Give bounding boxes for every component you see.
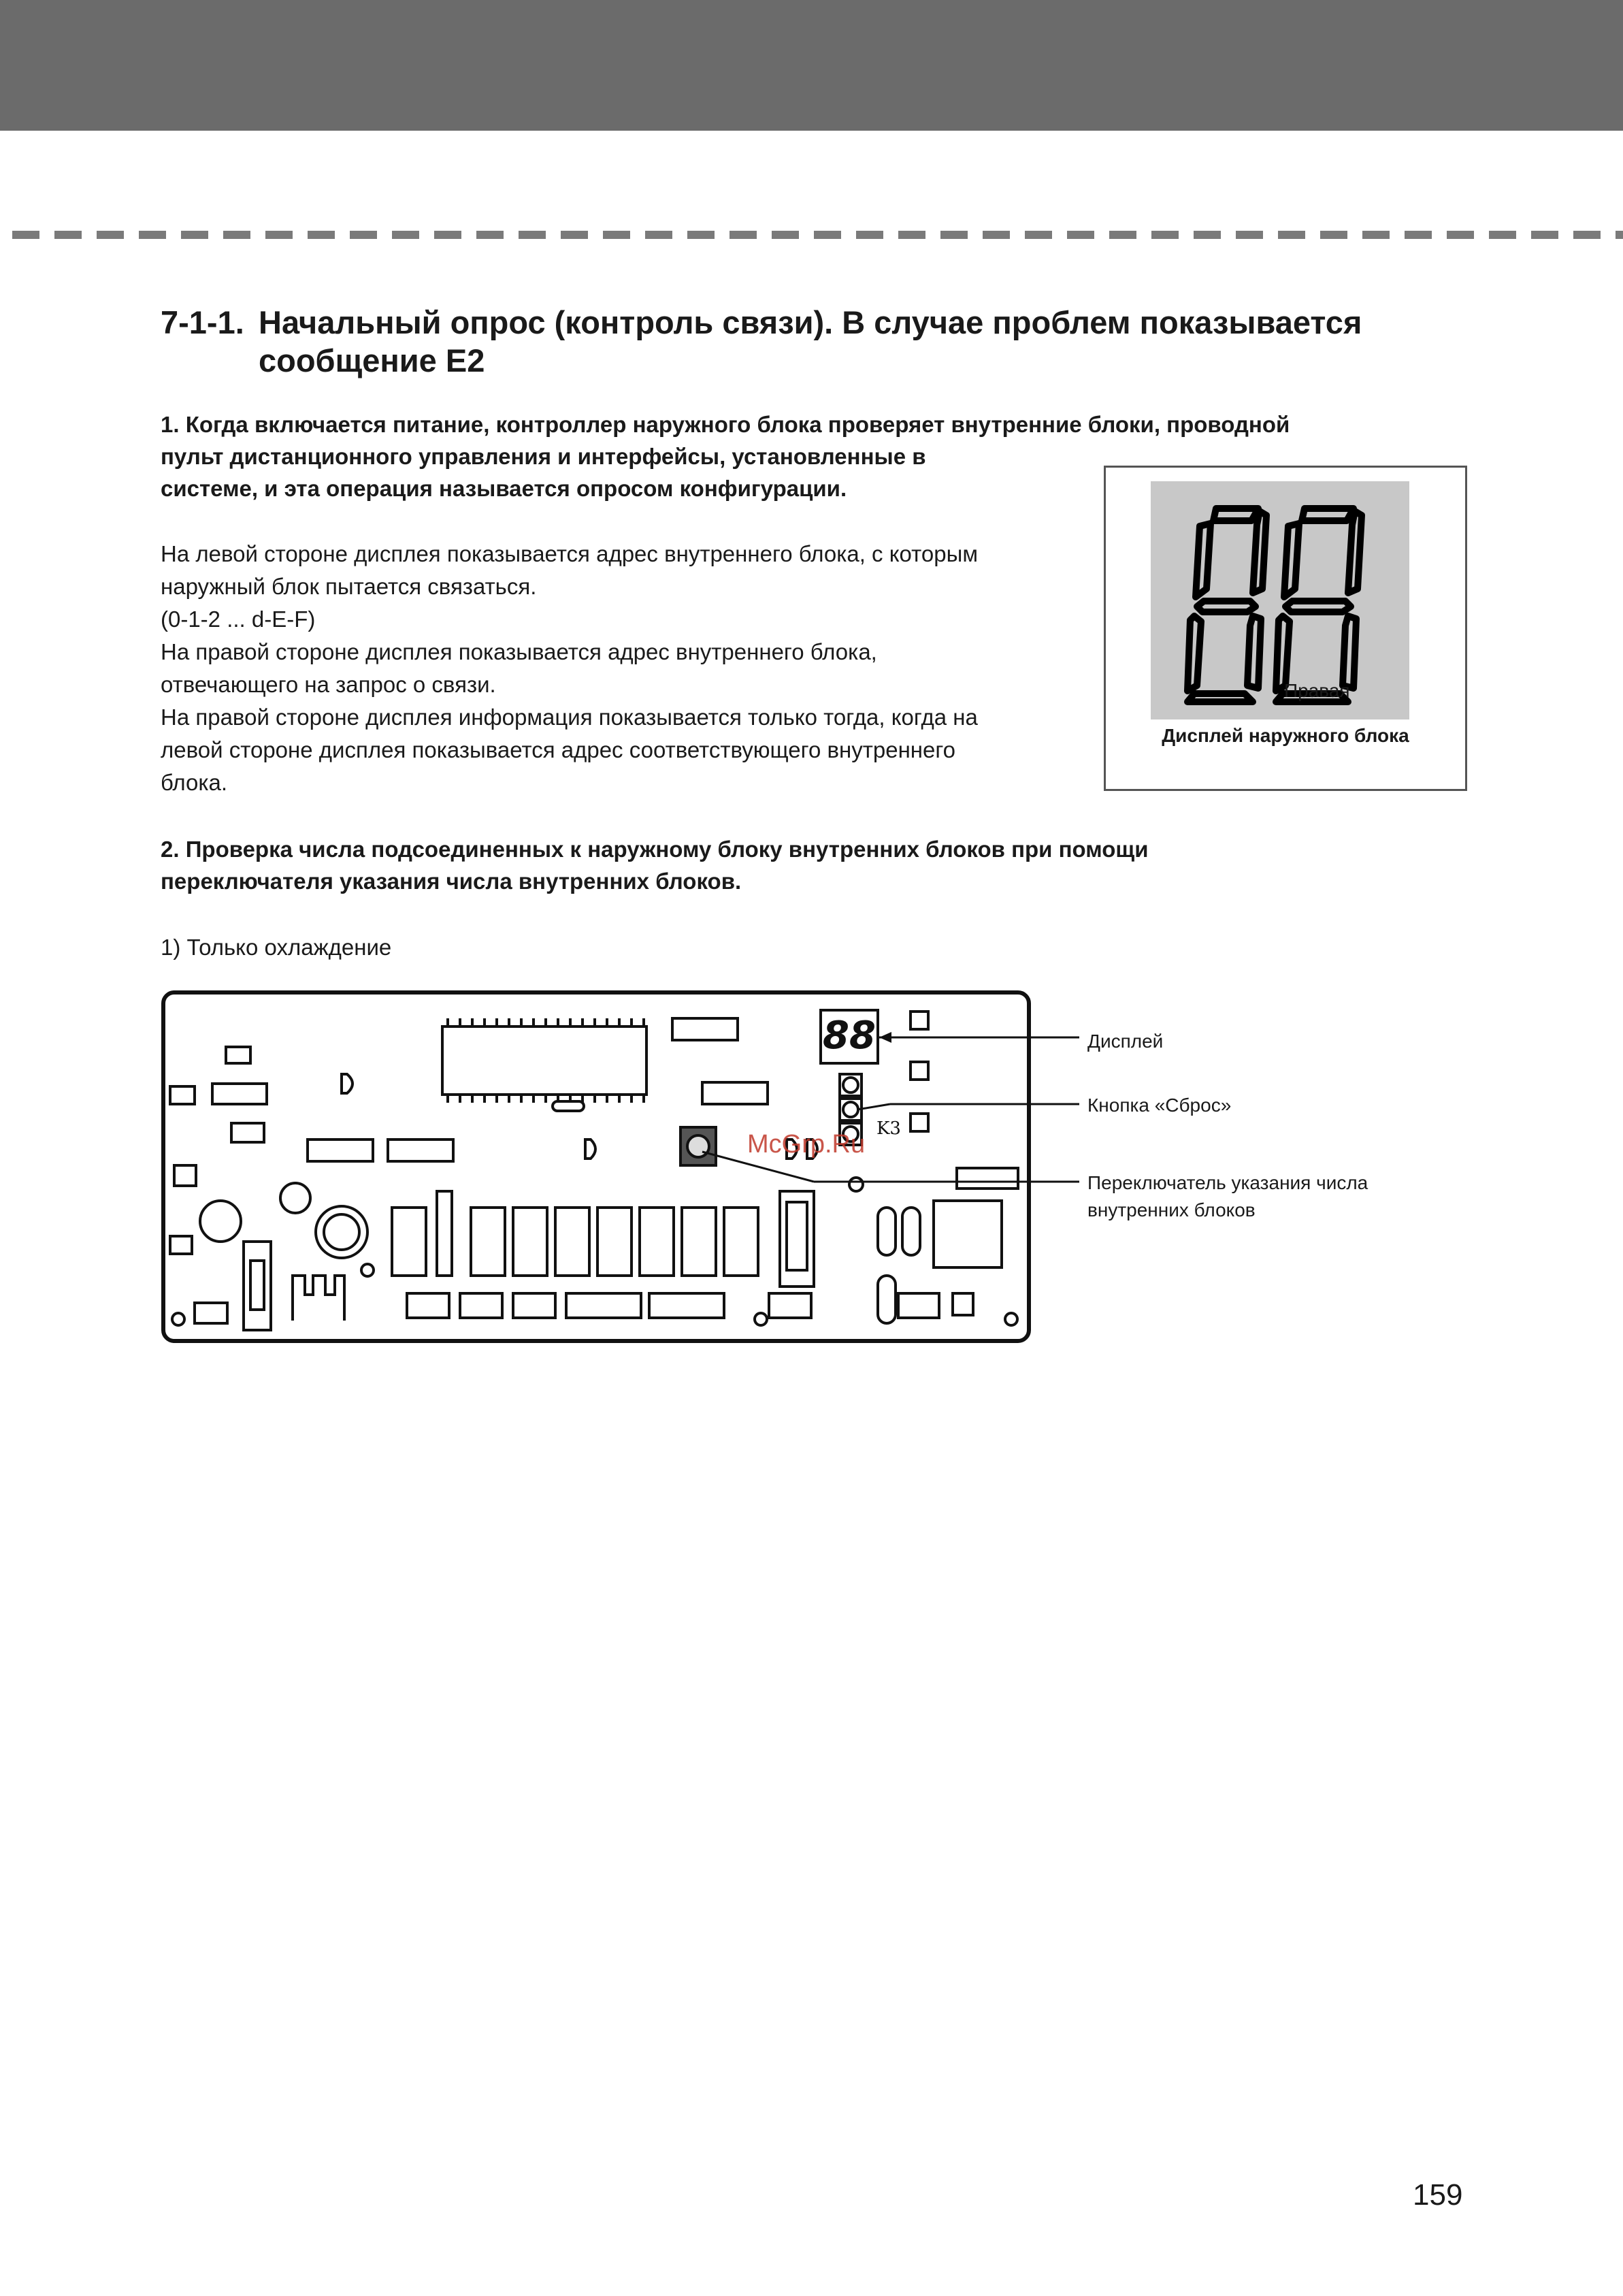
point-2-paragraph (161, 833, 1358, 897)
top-header-band (0, 0, 1623, 131)
outdoor-display-figure (1104, 466, 1467, 791)
text-line: переключателя указания числа внутренних блоков. (161, 869, 742, 894)
section-title-line1: Начальный опрос (контроль связи). В случае проблем показывается (259, 304, 1362, 340)
display-caption: Дисплей наружного блока (1162, 725, 1409, 746)
callout-display: Дисплей (1087, 1031, 1164, 1052)
display-side-label: Правая (1284, 680, 1350, 701)
text-line: На левой стороне дисплея показывается адрес внутреннего блока, с которым (161, 541, 979, 566)
dashed-divider (12, 230, 1623, 240)
text-line: На правой стороне дисплея показывается адрес внутреннего блока, (161, 639, 877, 664)
board-button-label: K3 (876, 1118, 901, 1139)
text-line: отвечающего на запрос о связи. (161, 672, 496, 697)
text-line: наружный блок пытается связаться. (161, 574, 537, 599)
text-line: блока. (161, 770, 228, 795)
section-title-line2: сообщение E2 (259, 342, 485, 378)
page-number: 159 (1413, 2178, 1463, 2212)
subsection-cooling-only: 1) Только охлаждение (161, 935, 392, 960)
watermark: McGrp.Ru (747, 1130, 866, 1159)
section-number: 7-1-1. (161, 304, 244, 340)
text-line: системе, и эта операция называется опросом конфигурации. (161, 476, 847, 501)
board-display-digits: 88 (823, 1014, 876, 1058)
seven-segment-display-icon (1151, 481, 1409, 719)
text-line: пульт дистанционного управления и интерфейсы, установленные в (161, 444, 926, 469)
text-line: (0-1-2 ... d-E-F) (161, 607, 316, 632)
pcb-board-diagram (161, 990, 1086, 1344)
text-line: внутренних блоков (1087, 1199, 1256, 1220)
text-line: 2. Проверка числа подсоединенных к наружному блоку внутренних блоков при помощи (161, 837, 1149, 862)
section-heading (161, 304, 1362, 380)
text-line: левой стороне дисплея показывается адрес соответствующего внутреннего (161, 737, 956, 762)
text-line: Переключатель указания числа (1087, 1172, 1368, 1193)
callout-unit-count-switch (1087, 1169, 1441, 1224)
description-paragraph (161, 538, 1100, 799)
text-line: На правой стороне дисплея информация показывается только тогда, когда на (161, 705, 978, 730)
callout-reset-button: Кнопка «Сброс» (1087, 1095, 1232, 1116)
text-line: 1. Когда включается питание, контроллер наружного блока проверяет внутренние блоки, проводной (161, 412, 1290, 437)
